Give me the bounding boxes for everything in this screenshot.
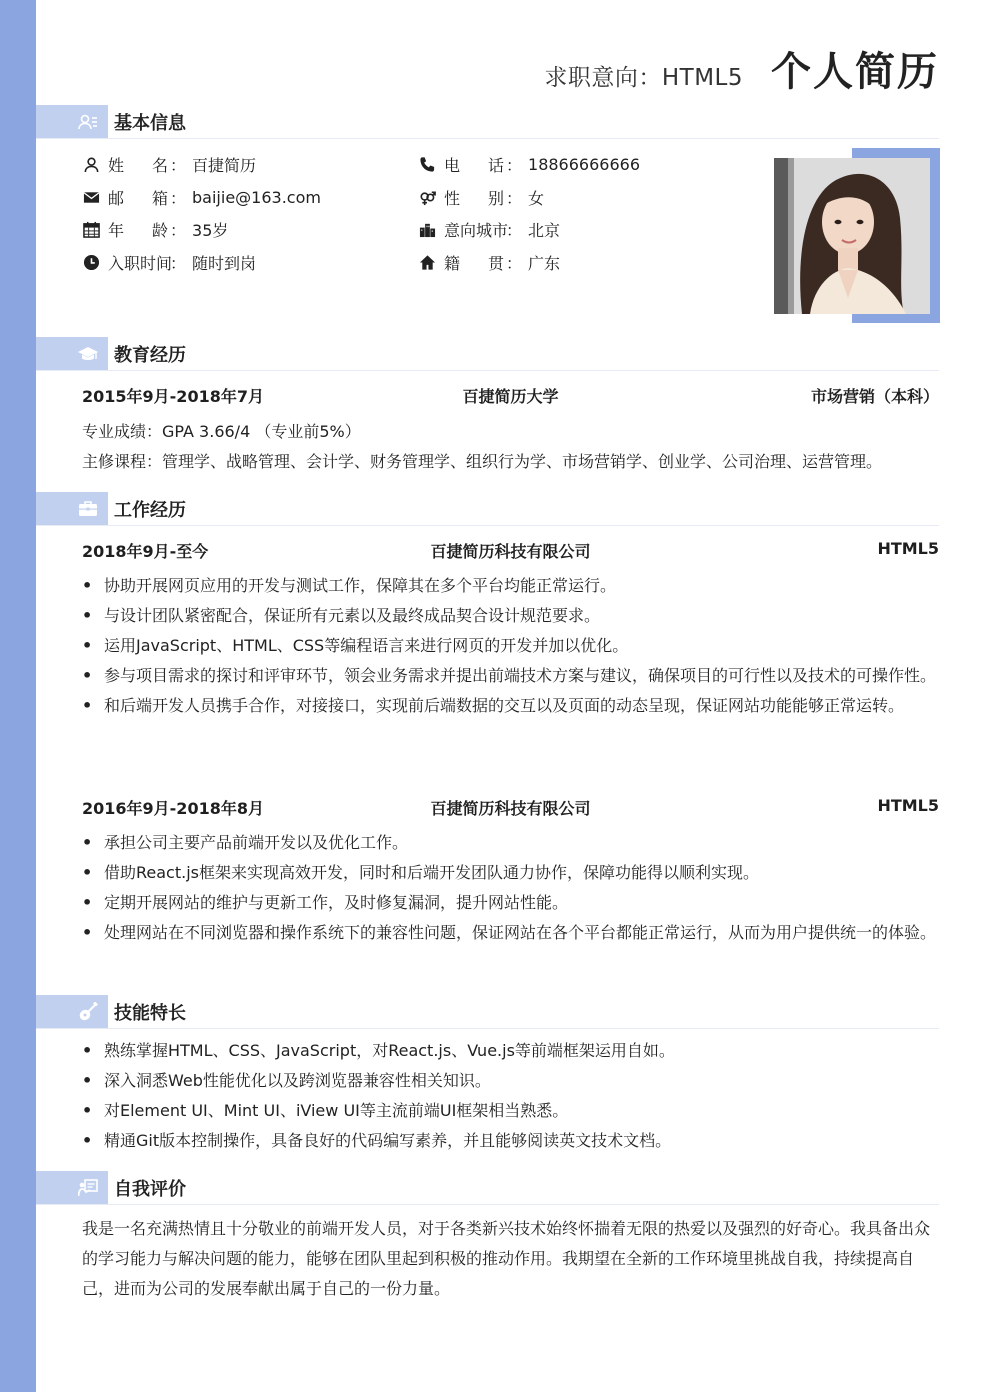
work-period: 2016年9月-2018年8月: [82, 799, 264, 818]
briefcase-icon: [78, 499, 98, 519]
info-start: 入职时间 ： 随时到岗: [82, 251, 256, 273]
skills-list: [82, 1036, 939, 1156]
list-item: • 承担公司主要产品前端开发以及优化工作。: [82, 833, 409, 852]
section-education-header: [36, 337, 186, 371]
phone-value: 18866666666: [528, 154, 640, 174]
list-item: • 对Element UI、Mint UI、iView UI等主流前端UI框架相当熟悉。: [82, 1101, 569, 1120]
info-name: 姓名 ： 百捷简历: [82, 153, 256, 175]
section-basic-header: [36, 105, 186, 139]
calendar-icon: [83, 221, 100, 238]
list-item: • 借助React.js框架来实现高效开发，同时和后端开发团队通力协作，保障功能得以顺利实现。: [82, 863, 759, 882]
home-icon: [419, 254, 436, 271]
edu-period: 2015年9月-2018年7月: [82, 387, 264, 406]
work-1-list: [82, 571, 939, 721]
work-position: HTML5: [877, 539, 939, 558]
divider: [36, 525, 939, 526]
gender-icon: [419, 189, 436, 206]
info-city: 意向城市 ： 北京: [418, 218, 560, 240]
presentation-icon: [78, 1178, 98, 1198]
list-item: • 和后端开发人员携手合作，对接接口，实现前后端数据的交互以及页面的动态呈现，保证网站功能能够正常运转。: [82, 696, 905, 715]
education-row: [82, 384, 939, 408]
edu-major: 市场营销（本科）: [810, 387, 939, 406]
left-accent-bar: [0, 0, 36, 1392]
name-value: 百捷简历: [192, 155, 257, 175]
resume-header: [544, 40, 939, 97]
job-intent: 求职意向：HTML5: [544, 65, 743, 91]
section-self-header: [36, 1171, 186, 1205]
age-value: 35岁: [192, 220, 229, 240]
city-value: 北京: [528, 220, 561, 240]
work-position: HTML5: [877, 796, 939, 815]
edu-school: 百捷简历大学: [462, 387, 559, 406]
info-phone: 电话 ： 18866666666: [418, 153, 640, 175]
section-skills-header: [36, 995, 186, 1029]
origin-value: 广东: [528, 253, 561, 273]
edu-courses: 主修课程：管理学、战略管理、会计学、财务管理学、组织行为学、市场营销学、创业学、公司治理、运营管理。: [82, 452, 883, 471]
person-icon: [83, 156, 100, 173]
list-item: • 深入洞悉Web性能优化以及跨浏览器兼容性相关知识。: [82, 1071, 491, 1090]
graduation-cap-icon: [78, 344, 98, 364]
work-company: 百捷简历科技有限公司: [430, 799, 591, 818]
list-item: • 与设计团队紧密配合，保证所有元素以及最终成品契合设计规范要求。: [82, 606, 601, 625]
email-value: baijie@163.com: [192, 187, 321, 207]
work-row-2: [82, 796, 939, 820]
info-age: 年龄 ： 35岁: [82, 218, 228, 240]
list-item: • 协助开展网页应用的开发与测试工作，保障其在多个平台均能正常运行。: [82, 576, 617, 595]
list-item: • 定期开展网站的维护与更新工作，及时修复漏洞，提升网站性能。: [82, 893, 569, 912]
section-title: 技能特长: [114, 1003, 186, 1024]
list-item: • 精通Git版本控制操作，具备良好的代码编写素养，并且能够阅读英文技术文档。: [82, 1131, 672, 1150]
guitar-icon: [78, 1002, 98, 1022]
clock-icon: [83, 254, 100, 271]
portrait-image: [774, 158, 930, 314]
section-title: 工作经历: [114, 500, 186, 521]
work-company: 百捷简历科技有限公司: [430, 542, 591, 561]
person-card-icon: [78, 112, 98, 132]
divider: [36, 1028, 939, 1029]
profile-photo: [774, 158, 930, 314]
divider: [36, 370, 939, 371]
self-evaluation-text: 我是一名充满热情且十分敬业的前端开发人员，对于各类新兴技术始终怀揣着无限的热爱以及强烈的好奇心。我具备出众的学习能力与解决问题的能力，能够在团队里起到积极的推动作用。我期望在全新的工作环境里挑战自我，持续提高自己，进而为公司的发展奉献出属于自己的一份力量。: [82, 1219, 931, 1298]
phone-icon: [419, 156, 436, 173]
list-item: • 处理网站在不同浏览器和操作系统下的兼容性问题，保证网站在各个平台都能正常运行，从而为用户提供统一的体验。: [82, 923, 937, 942]
list-item: • 参与项目需求的探讨和评审环节，领会业务需求并提出前端技术方案与建议，确保项目的可行性以及技术的可操作性。: [82, 666, 937, 685]
divider: [36, 138, 939, 139]
page-title: 个人简历: [771, 49, 939, 95]
gender-value: 女: [528, 188, 545, 208]
section-title: 教育经历: [114, 345, 186, 366]
start-value: 随时到岗: [192, 253, 257, 273]
list-item: • 熟练掌握HTML、CSS、JavaScript，对React.js、Vue.js等前端框架运用自如。: [82, 1041, 675, 1060]
work-row-1: [82, 539, 939, 563]
info-gender: 性别 ： 女: [418, 186, 544, 208]
divider: [36, 1204, 939, 1205]
section-work-header: [36, 492, 186, 526]
list-item: • 运用JavaScript、HTML、CSS等编程语言来进行网页的开发并加以优化。: [82, 636, 629, 655]
section-title: 自我评价: [114, 1179, 186, 1200]
work-2-list: [82, 828, 939, 948]
city-icon: [419, 221, 436, 238]
info-origin: 籍贯 ： 广东: [418, 251, 560, 273]
section-title: 基本信息: [114, 113, 186, 134]
info-email: 邮箱 ： baijie@163.com: [82, 186, 321, 208]
mail-icon: [83, 189, 100, 206]
edu-grade: 专业成绩：GPA 3.66/4 （专业前5%）: [82, 422, 361, 441]
work-period: 2018年9月-至今: [82, 542, 209, 561]
